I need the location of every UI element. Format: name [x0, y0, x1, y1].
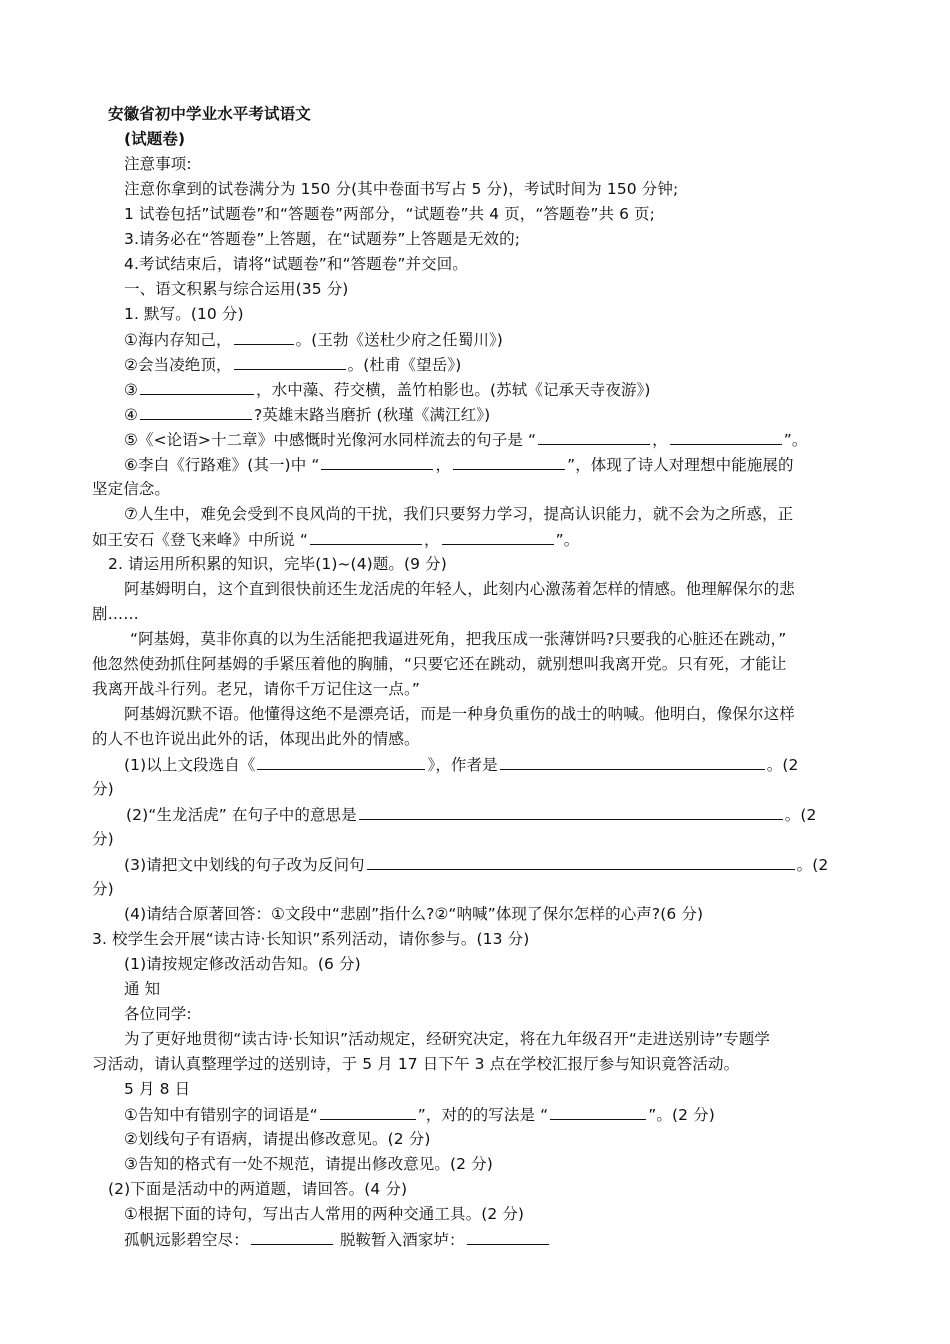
passage-line: “阿基姆，莫非你真的以为生活能把我逼进死角，把我压成一张薄饼吗?只要我的心脏还在跳动，” [130, 630, 787, 648]
question-2-heading: 2. 请运用所积累的知识，完毕(1)~(4)题。(9 分) [108, 555, 447, 573]
answer-blank[interactable] [320, 1104, 416, 1120]
passage-line: 他忽然使劲抓住阿基姆的手紧压着他的胸脯，“只要它还在跳动，就别想叫我离开党。只有死，才能让 [92, 655, 787, 673]
q3-sub-2: (2)下面是活动中的两道题，请回答。(4 分) [108, 1180, 408, 1198]
answer-blank[interactable] [359, 804, 783, 820]
q1-item-7-cont: 如王安石《登飞来峰》中所说 “ ， ”。 [92, 531, 580, 549]
answer-blank[interactable] [367, 854, 795, 870]
passage-line: 我离开战斗行列。老兄，请你千万记住这一点。” [92, 680, 420, 698]
answer-blank[interactable] [251, 1229, 333, 1245]
page-title: 安徽省初中学业水平考试语文 [108, 105, 311, 123]
notice-body: 习活动，请认真整理学过的送别诗，于 5 月 17 日下午 3 点在学校汇报厅参与知识竟答活动。 [92, 1055, 740, 1073]
q2-sub-1: (1)以上文段选自《 》，作者是 。(2 [124, 756, 799, 774]
answer-blank[interactable] [670, 429, 782, 445]
section-heading: 一、语文积累与综合运用(35 分) [124, 280, 349, 298]
q3-item-3: ③告知的格式有一处不规范，请提出修改意见。(2 分) [124, 1155, 493, 1173]
passage-line: 阿基姆沉默不语。他懂得这绝不是漂亮话，而是一种身负重伤的战士的呐喊。他明白，像保尔这样 [124, 705, 795, 723]
answer-blank[interactable] [500, 754, 765, 770]
q2-sub-3: (3)请把文中划线的句子改为反问句 。(2 [124, 856, 829, 874]
answer-blank[interactable] [550, 1104, 646, 1120]
notice-date: 5 月 8 日 [124, 1080, 191, 1098]
notice-item: 1 试卷包括”试题卷”和“答题卷”两部分，“试题卷”共 4 页，“答题卷”共 6 页; [124, 205, 655, 223]
q3-item-5: 孤帆远影碧空尽： 脱鞍暂入酒家垆： [124, 1229, 551, 1250]
question-3-heading: 3. 校学生会开展“读古诗·长知识”系列活动，请你参与。(13 分) [92, 930, 530, 948]
passage-line: 阿基姆明白，这个直到很快前还生龙活虎的年轻人，此刻内心激荡着怎样的情感。他理解保尔的悲 [124, 580, 795, 598]
answer-blank[interactable] [234, 354, 346, 370]
q2-sub-4: (4)请结合原著回答：①文段中“悲剧”指什么?②“呐喊”体现了保尔怎样的心声?(6 分) [124, 905, 704, 923]
answer-blank[interactable] [321, 454, 433, 470]
notice-body: 为了更好地贯彻“读古诗·长知识”活动规定，经研究决定，将在九年级召开“走进送别诗”专题学 [124, 1030, 770, 1048]
answer-blank[interactable] [442, 529, 554, 545]
answer-blank[interactable] [453, 454, 565, 470]
answer-blank[interactable] [140, 379, 254, 395]
q3-sub-1: (1)请按规定修改活动告知。(6 分) [124, 955, 361, 973]
q1-item-1: ①海内存知己， 。(王勃《送杜少府之任蜀川》) [124, 331, 503, 349]
q1-item-3: ③ ，水中藻、荇交横，盖竹柏影也。(苏轼《记承天寺夜游》) [124, 381, 651, 399]
answer-blank[interactable] [257, 754, 425, 770]
answer-blank[interactable] [140, 404, 252, 420]
notice-item: 3.请务必在“答题卷”上答题，在“试题券”上答题是无效的; [124, 230, 521, 248]
q1-item-5: ⑤《<论语>十二章》中感慨时光像河水同样流去的句子是 “ ， ”。 [124, 431, 808, 449]
notice-title: 通 知 [124, 980, 161, 998]
q2-sub-3-cont: 分) [92, 880, 114, 898]
q3-item-4: ①根据下面的诗句，写出古人常用的两种交通工具。(2 分) [124, 1205, 525, 1223]
answer-blank[interactable] [234, 329, 294, 345]
notice-item: 4.考试结束后，请将“试题卷”和“答题卷”并交回。 [124, 255, 468, 273]
passage-line: 的人不也许说出此外的话，体现出此外的情感。 [92, 730, 420, 748]
q1-item-2: ②会当凌绝顶， 。(杜甫《望岳》) [124, 356, 462, 374]
question-1-heading: 1. 默写。(10 分) [124, 305, 244, 323]
q1-item-6-cont: 坚定信念。 [92, 480, 171, 498]
answer-blank[interactable] [538, 429, 650, 445]
q2-sub-2-cont: 分) [92, 830, 114, 848]
answer-blank[interactable] [467, 1229, 549, 1245]
q1-item-7: ⑦人生中，难免会受到不良风尚的干扰，我们只要努力学习，提高认识能力，就不会为之所惑，正 [124, 505, 794, 523]
page-subtitle: (试题卷) [124, 130, 186, 148]
notice-greeting: 各位同学: [124, 1005, 192, 1023]
notice-item: 注意你拿到的试卷满分为 150 分(其中卷面书写占 5 分)，考试时间为 150 分钟; [124, 180, 679, 198]
notice-heading: 注意事项: [124, 155, 192, 173]
q2-sub-1-cont: 分) [92, 780, 114, 798]
q1-item-6: ⑥李白《行路难》(其一)中 “ ， ”，体现了诗人对理想中能施展的 [124, 456, 794, 474]
q3-item-2: ②划线句子有语病，请提出修改意见。(2 分) [124, 1130, 431, 1148]
q3-item-1: ①告知中有错别字的词语是“ ”，对的的写法是 “ ”。(2 分) [124, 1106, 715, 1124]
passage-line: 剧…… [92, 605, 139, 623]
q1-item-4: ④ ?英雄末路当磨折 (秋瑾《满江红》) [124, 406, 491, 424]
answer-blank[interactable] [310, 529, 422, 545]
q2-sub-2: (2)“生龙活虎” 在句子中的意思是 。(2 [126, 806, 817, 824]
